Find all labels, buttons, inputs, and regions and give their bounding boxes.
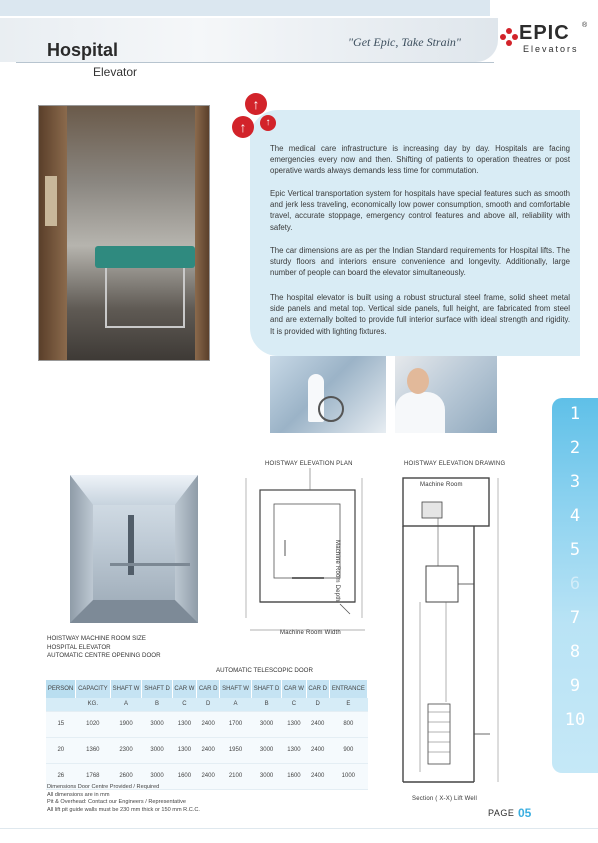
table-header: CAR W — [172, 680, 196, 698]
nav-item-10[interactable]: 10 — [564, 710, 586, 730]
table-cell: 2400 — [306, 737, 329, 763]
nav-item-5[interactable]: 5 — [569, 540, 581, 560]
nav-item-8[interactable]: 8 — [569, 642, 581, 662]
table-cell: 1600 — [172, 763, 196, 789]
elevator-photo — [38, 105, 210, 361]
hoistway-elevation-diagram — [400, 472, 510, 792]
nav-item-7[interactable]: 7 — [569, 608, 581, 628]
table-cell: 1000 — [329, 763, 367, 789]
table-cell: 1300 — [282, 737, 306, 763]
table-header: SHAFT W — [110, 680, 142, 698]
caption-line: HOISTWAY MACHINE ROOM SIZE — [47, 635, 146, 642]
spec-table — [46, 680, 368, 790]
nav-item-4[interactable]: 4 — [569, 506, 581, 526]
up-arrow-icon: ↑ — [245, 93, 267, 115]
logo-trademark: ® — [582, 22, 588, 29]
table-header: CAR W — [282, 680, 306, 698]
logo-subtitle: Elevators — [523, 44, 579, 54]
table-header: SHAFT W — [220, 680, 252, 698]
table-cell: 3000 — [142, 763, 172, 789]
telescopic-caption: AUTOMATIC TELESCOPIC DOOR — [216, 667, 313, 674]
table-cell: 2300 — [110, 737, 142, 763]
caption-line: AUTOMATIC CENTRE OPENING DOOR — [47, 652, 161, 659]
table-subheader: D — [197, 698, 220, 711]
table-cell: 3000 — [251, 737, 281, 763]
up-arrow-icon: ↑ — [232, 116, 254, 138]
table-cell: 1300 — [172, 711, 196, 737]
tagline: "Get Epic, Take Strain" — [348, 35, 461, 49]
table-header: CAR D — [197, 680, 220, 698]
table-subheader: A — [110, 698, 142, 711]
elevation-title: HOISTWAY ELEVATION DRAWING — [404, 461, 506, 467]
cabin-render — [70, 475, 198, 623]
table-subheader: A — [220, 698, 252, 711]
table-cell: 1300 — [172, 737, 196, 763]
table-header-row — [46, 680, 368, 698]
table-cell: 1950 — [220, 737, 252, 763]
table-cell: 1300 — [282, 711, 306, 737]
table-cell: 1700 — [220, 711, 252, 737]
doctor-photo — [395, 356, 497, 433]
chapter-nav — [552, 398, 598, 773]
table-cell: 1020 — [76, 711, 111, 737]
table-header: SHAFT D — [251, 680, 281, 698]
table-cell: 20 — [46, 737, 76, 763]
table-cell: 800 — [329, 711, 367, 737]
header-divider — [16, 62, 494, 63]
table-cell: 3000 — [142, 711, 172, 737]
nav-item-2[interactable]: 2 — [569, 438, 581, 458]
note-line: All dimensions are in mm — [47, 791, 110, 798]
page-subtitle: Elevator — [93, 65, 138, 79]
table-caption — [47, 635, 161, 661]
patient-photo — [270, 356, 386, 433]
table-cell: 3000 — [142, 737, 172, 763]
table-cell: 2400 — [197, 737, 220, 763]
table-header: ENTRANCE — [329, 680, 367, 698]
table-subheader — [46, 698, 76, 711]
up-arrow-icon: ↑ — [260, 115, 276, 131]
table-subheader: KG. — [76, 698, 111, 711]
table-cell: 1900 — [110, 711, 142, 737]
nav-item-6[interactable]: 6 — [569, 574, 581, 594]
table-header: PERSON — [46, 680, 76, 698]
table-cell: 2400 — [306, 763, 329, 789]
table-cell: 2600 — [110, 763, 142, 789]
note-line: Dimensions Door Centre Provided / Required — [47, 784, 160, 790]
logo-word: EPIC — [519, 22, 570, 44]
table-subheader: E — [329, 698, 367, 711]
table-subheader: D — [306, 698, 329, 711]
page-title: Hospital — [47, 40, 119, 60]
table-subheader: B — [251, 698, 281, 711]
logo-dots-icon — [500, 28, 518, 46]
nav-item-3[interactable]: 3 — [569, 472, 581, 492]
table-cell: 2400 — [197, 711, 220, 737]
table-cell: 900 — [329, 737, 367, 763]
table-cell: 26 — [46, 763, 76, 789]
table-subheader-row — [46, 698, 368, 711]
notes — [47, 784, 200, 814]
table-cell: 3000 — [251, 711, 281, 737]
table-cell: 2100 — [220, 763, 252, 789]
table-cell: 1360 — [76, 737, 111, 763]
caption-line: HOSPITAL ELEVATOR — [47, 643, 111, 651]
section-label: Section ( X-X) Lift Well — [412, 796, 478, 802]
note-line: Pit & Overhead: Contact our Engineers / Representative — [47, 799, 186, 806]
paragraph: The hospital elevator is built using a robust structural steel frame, solid sheet metal side panels and metal top. Vertical side panels, full height, are fabricated from steel and are externally bolted to provide full interior surface with ideal strength and rigidity. It is provided with lighting fixtures. — [270, 293, 570, 336]
table-header: CAR D — [306, 680, 329, 698]
machine-room-label: Machine Room — [420, 482, 463, 488]
plan-bottom-label: Machine Room Width — [280, 630, 341, 636]
table-cell: 2400 — [306, 711, 329, 737]
nav-item-9[interactable]: 9 — [569, 676, 581, 696]
table-row — [46, 737, 368, 763]
table-cell: 1768 — [76, 763, 111, 789]
note-line: All lift pit guide walls must be 230 mm thick or 150 mm R.C.C. — [47, 806, 200, 813]
table-subheader: B — [142, 698, 172, 711]
plan-title: HOISTWAY ELEVATION PLAN — [265, 461, 353, 467]
paragraph: The medical care infrastructure is increasing day by day. Hospitals are facing emergencies every now and then. Shifting of patients to operation theatres or post operative wards always demands less time for commutation. — [270, 144, 570, 176]
top-band — [0, 0, 490, 16]
footer-divider — [0, 828, 598, 829]
table-cell: 1600 — [282, 763, 306, 789]
table-cell: 15 — [46, 711, 76, 737]
paragraph: The car dimensions are as per the Indian Standard requirements for Hospital lifts. The sturdy floors and interiors ensure convenience and longevity. Additionally, large number of people can board the elevator simultaneously. — [270, 246, 570, 278]
epic-logo — [500, 20, 592, 60]
table-subheader: C — [172, 698, 196, 711]
table-header: CAPACITY — [76, 680, 111, 698]
plan-side-label: Machine Room Depth — [334, 540, 340, 602]
table-cell: 2400 — [197, 763, 220, 789]
page-label: PAGE — [488, 808, 515, 818]
table-subheader: C — [282, 698, 306, 711]
hoistway-plan-diagram — [240, 468, 380, 638]
page-number: 05 — [518, 806, 532, 820]
nav-item-1[interactable]: 1 — [569, 404, 581, 424]
table-header: SHAFT D — [142, 680, 172, 698]
table-row — [46, 711, 368, 737]
paragraph: Epic Vertical transportation system for hospitals have special features such as smooth and jerk less traveling, economically low power consumption, smooth and comfortable travel, accurate stoppage, emergency control features and above all, reliability with safety. — [270, 189, 570, 232]
table-cell: 3000 — [251, 763, 281, 789]
